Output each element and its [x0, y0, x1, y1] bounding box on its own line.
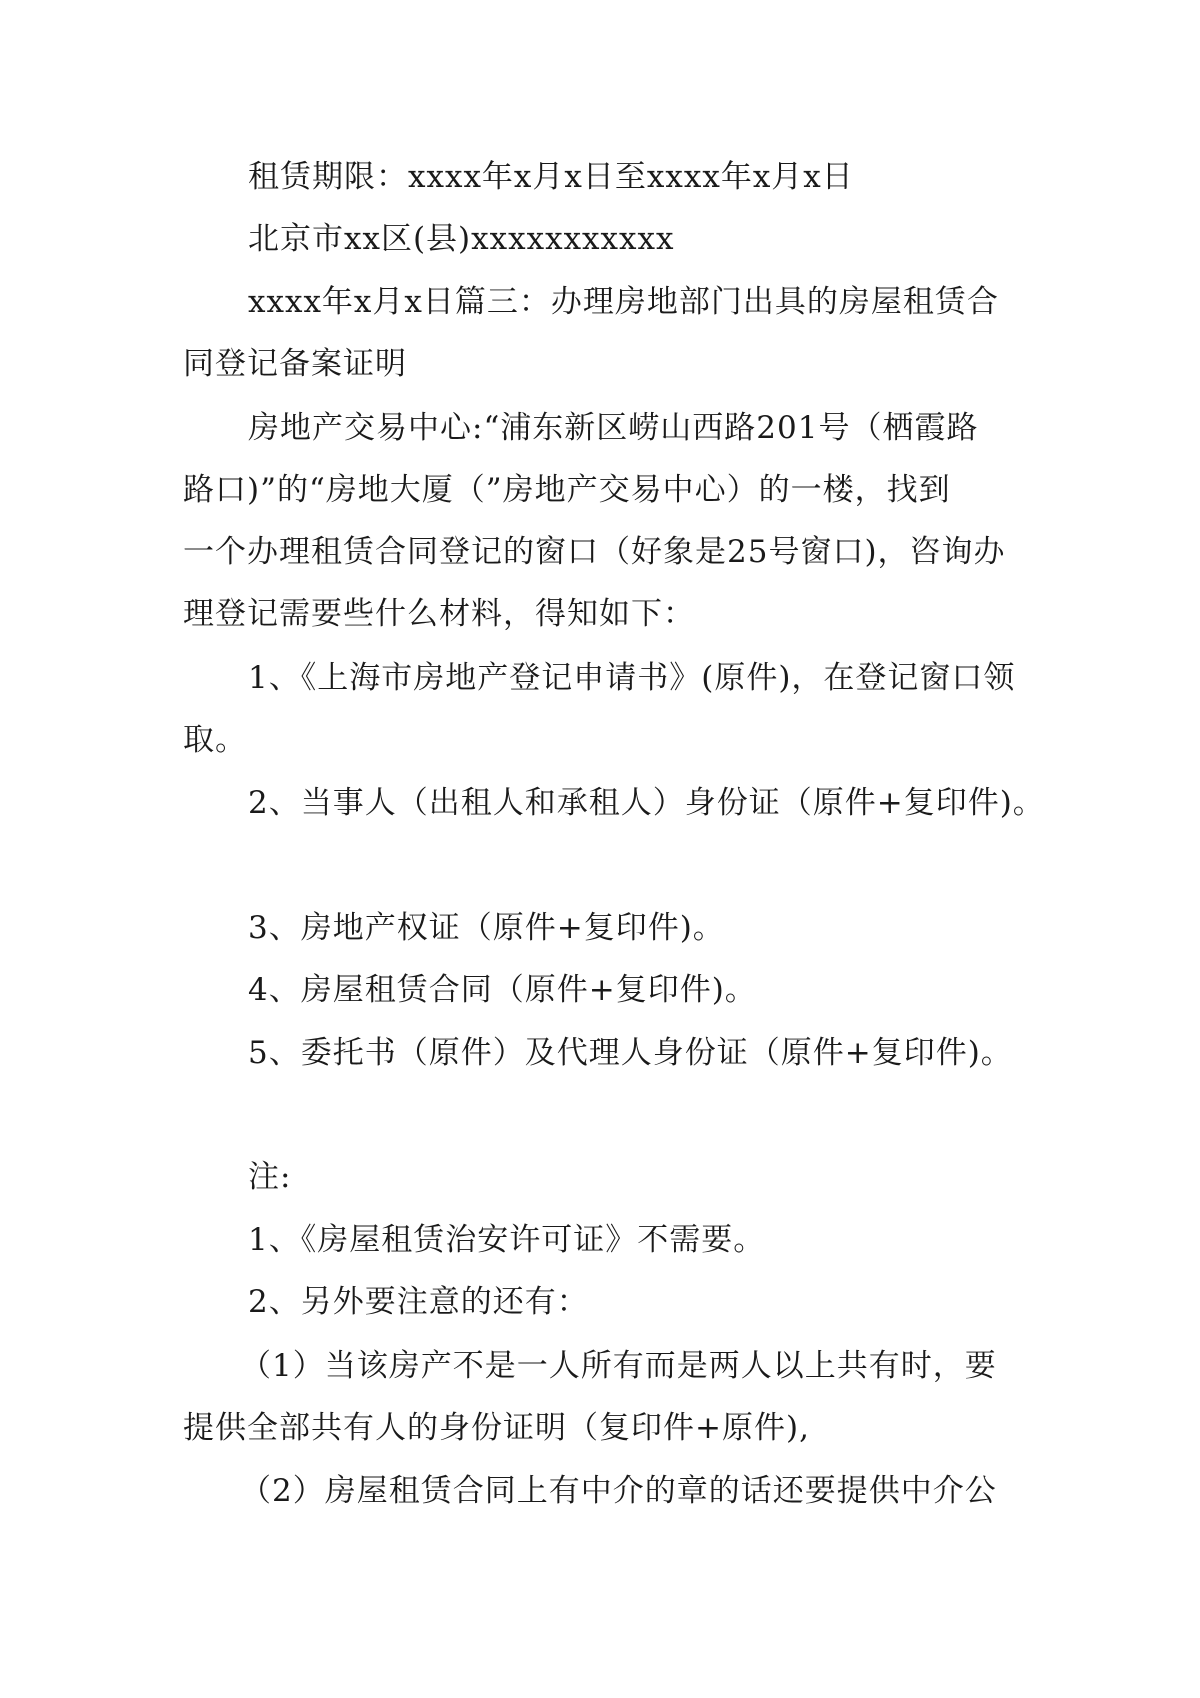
note-subitem-continuation: 提供全部共有人的身份证明（复印件+原件), — [183, 1410, 810, 1446]
note-item: 1、《房屋租赁治安许可证》不需要。 — [248, 1222, 766, 1258]
list-item: 2、当事人（出租人和承租人）身份证（原件+复印件)。 — [248, 785, 1045, 821]
lease-term-line: 租赁期限：xxxx年x月x日至xxxx年x月x日 — [248, 159, 854, 195]
paragraph-line: 路口)”的“房地大厦（”房地产交易中心）的一楼，找到 — [183, 472, 951, 508]
date-section-heading-line: xxxx年x月x日篇三：办理房地部门出具的房屋租赁合 — [248, 284, 999, 320]
section-heading-continuation: 同登记备案证明 — [183, 346, 407, 382]
list-item: 3、房地产权证（原件+复印件)。 — [248, 910, 725, 946]
paragraph-line: 理登记需要些什么材料，得知如下： — [183, 596, 695, 632]
list-item: 4、房屋租赁合同（原件+复印件)。 — [248, 972, 757, 1008]
list-item: 5、委托书（原件）及代理人身份证（原件+复印件)。 — [248, 1035, 1013, 1071]
list-item: 1、《上海市房地产登记申请书》(原件)，在登记窗口领 — [248, 660, 1016, 696]
address-line: 北京市xx区(县)xxxxxxxxxxx — [248, 221, 675, 257]
paragraph-line: 一个办理租赁合同登记的窗口（好象是25号窗口)，咨询办 — [183, 534, 1006, 570]
note-subitem: （2）房屋租赁合同上有中介的章的话还要提供中介公 — [240, 1473, 997, 1509]
note-item: 2、另外要注意的还有： — [248, 1284, 589, 1320]
note-subitem: （1）当该房产不是一人所有而是两人以上共有时，要 — [240, 1348, 997, 1384]
list-item-continuation: 取。 — [183, 722, 247, 758]
note-heading: 注: — [248, 1159, 292, 1195]
paragraph-line: 房地产交易中心:“浦东新区崂山西路201号（栖霞路 — [248, 410, 979, 446]
